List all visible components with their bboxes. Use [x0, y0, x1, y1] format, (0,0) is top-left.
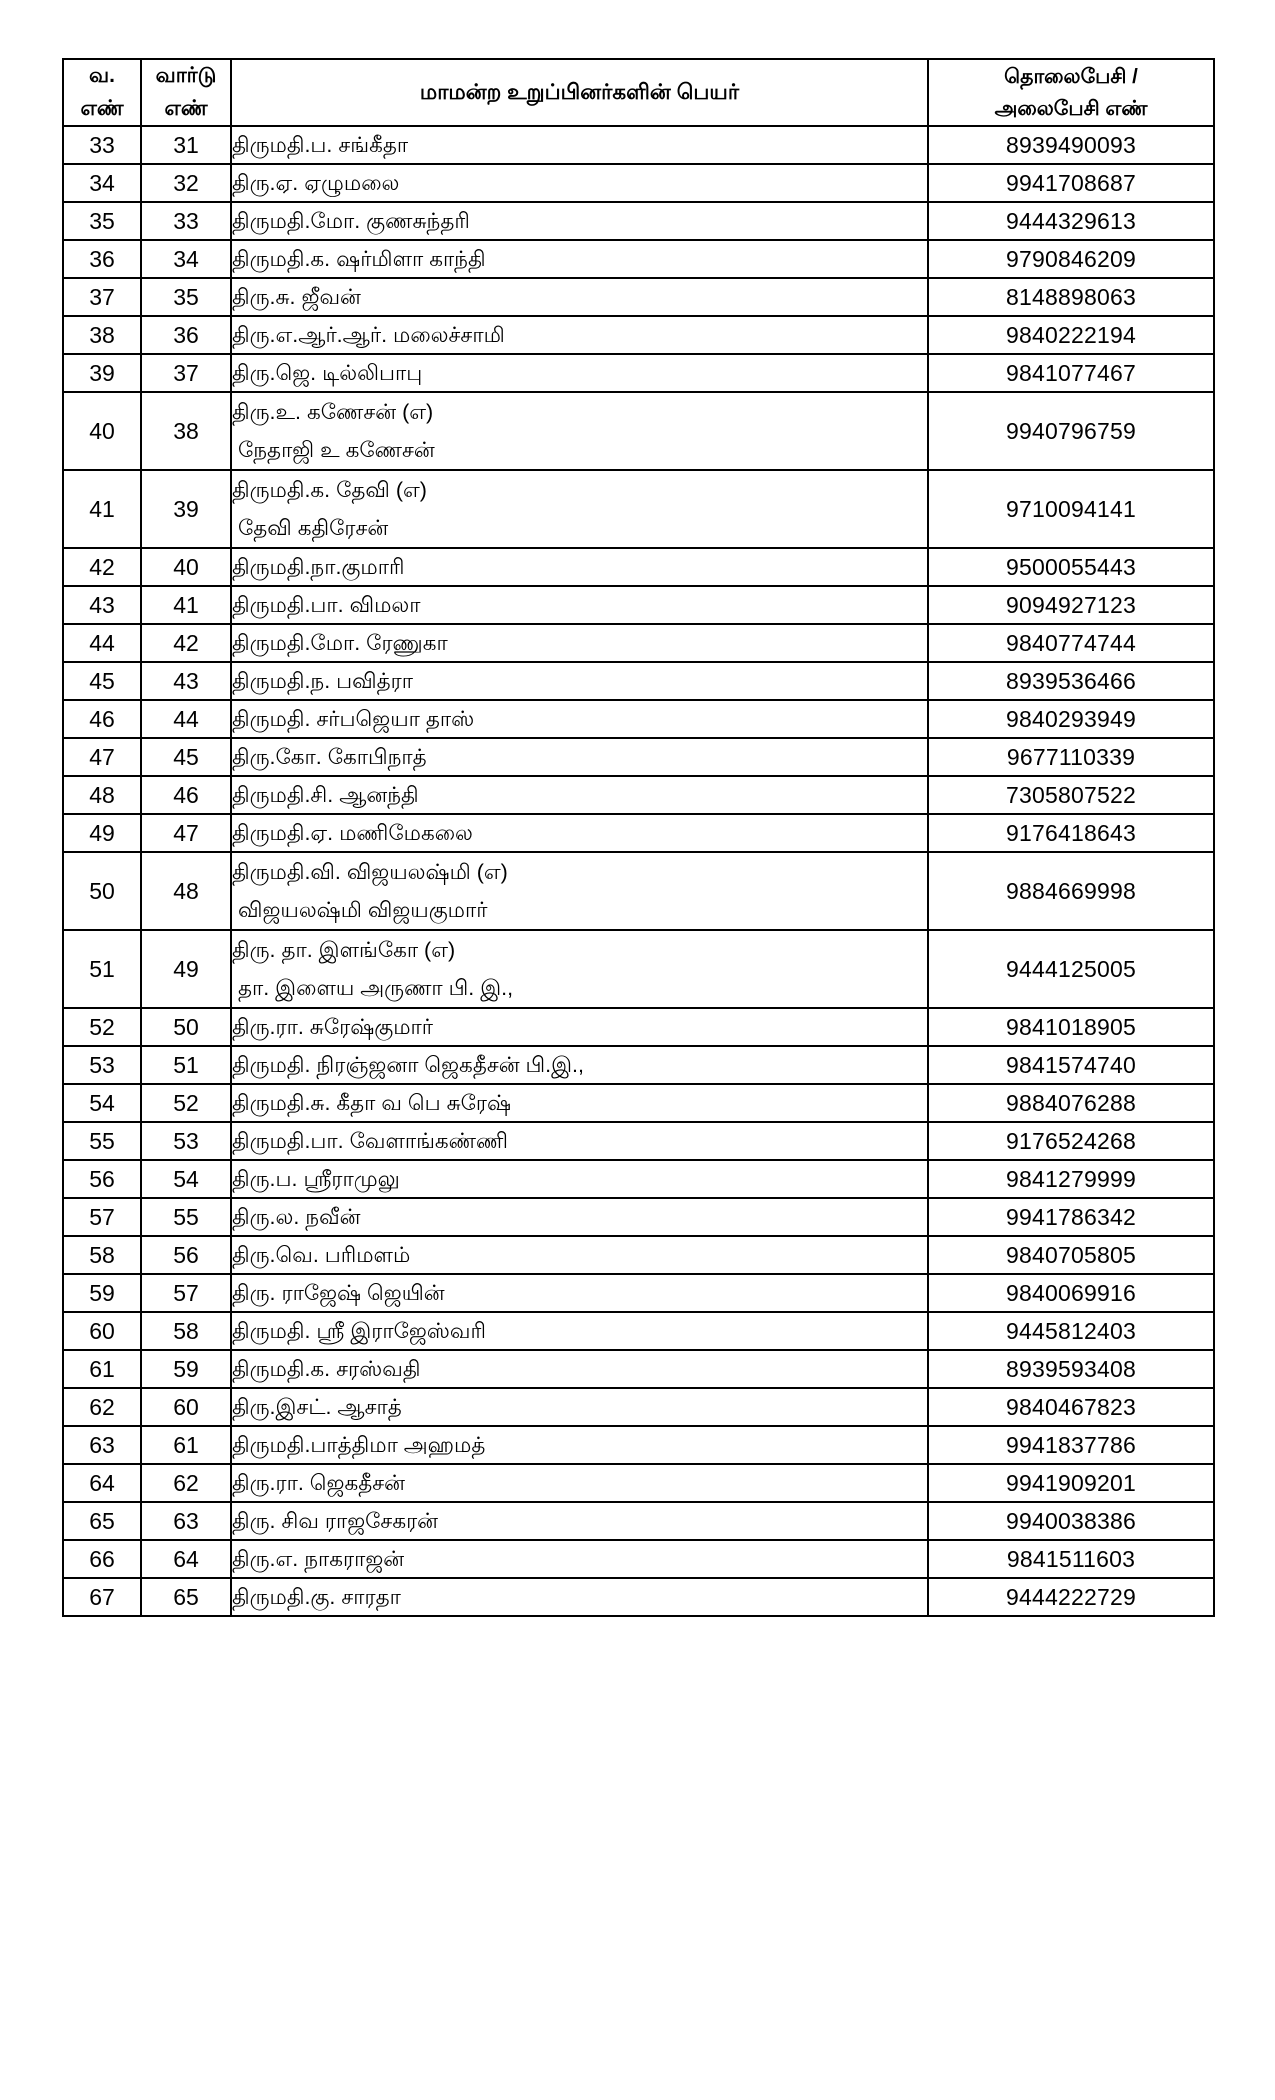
member-name-line1: திருமதி. ஸ்ரீ இராஜேஸ்வரி	[232, 1318, 486, 1343]
cell-member-name	[231, 1236, 928, 1274]
cell-phone-number: 9677110339	[928, 738, 1214, 776]
cell-ward-no: 44	[141, 700, 231, 738]
cell-member-name	[231, 1008, 928, 1046]
cell-serial-no: 48	[63, 776, 141, 814]
table-row	[63, 1540, 1214, 1578]
cell-member-name	[231, 814, 928, 852]
member-name-line1: திரு.ஜெ. டில்லிபாபு	[232, 360, 423, 385]
cell-phone-number: 9841279999	[928, 1160, 1214, 1198]
member-name-line1: திருமதி.பா. விமலா	[232, 592, 421, 617]
cell-member-name	[231, 1464, 928, 1502]
member-name-line1: திருமதி. சர்பஜெயா தாஸ்	[232, 706, 475, 731]
member-name-line1: திருமதி.சி. ஆனந்தி	[232, 782, 419, 807]
cell-phone-number: 9500055443	[928, 548, 1214, 586]
table-row	[63, 1198, 1214, 1236]
cell-serial-no: 61	[63, 1350, 141, 1388]
member-name-line1: திருமதி.மோ. ரேணுகா	[232, 630, 448, 655]
cell-phone-number: 9840467823	[928, 1388, 1214, 1426]
cell-ward-no: 42	[141, 624, 231, 662]
cell-ward-no: 31	[141, 126, 231, 164]
cell-ward-no: 56	[141, 1236, 231, 1274]
cell-serial-no: 54	[63, 1084, 141, 1122]
cell-phone-number: 9840293949	[928, 700, 1214, 738]
cell-phone-number: 9940038386	[928, 1502, 1214, 1540]
cell-serial-no: 52	[63, 1008, 141, 1046]
cell-ward-no: 61	[141, 1426, 231, 1464]
cell-phone-number: 9840705805	[928, 1236, 1214, 1274]
serial-no-header-line2: எண்	[80, 96, 124, 120]
cell-serial-no: 60	[63, 1312, 141, 1350]
member-name-line1: திருமதி.க. சரஸ்வதி	[232, 1356, 421, 1381]
cell-phone-number: 7305807522	[928, 776, 1214, 814]
member-name-line1: திருமதி.கு. சாரதா	[232, 1584, 401, 1609]
cell-phone-number: 9790846209	[928, 240, 1214, 278]
column-header-phone	[928, 59, 1214, 126]
cell-serial-no: 40	[63, 392, 141, 470]
cell-phone-number: 9840069916	[928, 1274, 1214, 1312]
cell-ward-no: 38	[141, 392, 231, 470]
cell-serial-no: 63	[63, 1426, 141, 1464]
cell-member-name	[231, 662, 928, 700]
cell-ward-no: 57	[141, 1274, 231, 1312]
table-row	[63, 1312, 1214, 1350]
cell-serial-no: 58	[63, 1236, 141, 1274]
cell-phone-number: 9884076288	[928, 1084, 1214, 1122]
cell-ward-no: 62	[141, 1464, 231, 1502]
column-header-serial-no	[63, 59, 141, 126]
table-row	[63, 662, 1214, 700]
cell-serial-no: 47	[63, 738, 141, 776]
cell-member-name	[231, 354, 928, 392]
cell-phone-number: 8148898063	[928, 278, 1214, 316]
cell-serial-no: 51	[63, 930, 141, 1008]
cell-ward-no: 37	[141, 354, 231, 392]
table-row	[63, 202, 1214, 240]
table-row	[63, 1274, 1214, 1312]
cell-serial-no: 41	[63, 470, 141, 548]
cell-serial-no: 44	[63, 624, 141, 662]
cell-serial-no: 36	[63, 240, 141, 278]
cell-phone-number: 9941708687	[928, 164, 1214, 202]
member-name-line2: நேதாஜி உ கணேசன்	[238, 438, 435, 463]
table-row	[63, 738, 1214, 776]
cell-member-name	[231, 1122, 928, 1160]
member-name-line1: திரு.ஏ. ஏழுமலை	[232, 170, 400, 195]
cell-ward-no: 32	[141, 164, 231, 202]
cell-member-name	[231, 1274, 928, 1312]
member-name-line1: திரு. ராஜேஷ் ஜெயின்	[232, 1280, 445, 1305]
cell-serial-no: 56	[63, 1160, 141, 1198]
cell-phone-number: 9841574740	[928, 1046, 1214, 1084]
cell-member-name	[231, 1426, 928, 1464]
member-name-line1: திருமதி.ஏ. மணிமேகலை	[232, 820, 473, 845]
cell-member-name	[231, 1046, 928, 1084]
cell-member-name	[231, 240, 928, 278]
phone-header-line2: அலைபேசி எண்	[994, 96, 1148, 120]
cell-serial-no: 39	[63, 354, 141, 392]
phone-header-line1: தொலைபேசி /	[1004, 64, 1138, 88]
member-name-line2: விஜயலஷ்மி விஜயகுமார்	[238, 898, 488, 923]
cell-serial-no: 34	[63, 164, 141, 202]
member-name-line1: திரு.உ. கணேசன் (எ)	[232, 399, 434, 424]
member-name-line1: திருமதி.நா.குமாரி	[232, 554, 405, 579]
cell-serial-no: 57	[63, 1198, 141, 1236]
member-name-line2: தேவி கதிரேசன்	[238, 516, 389, 541]
table-row	[63, 240, 1214, 278]
member-name-line1: திருமதி.சு. கீதா வ பெ சுரேஷ்	[232, 1090, 512, 1115]
member-name-line1: திரு.ல. நவீன்	[232, 1204, 361, 1229]
table-row	[63, 1122, 1214, 1160]
cell-ward-no: 43	[141, 662, 231, 700]
cell-phone-number: 9444222729	[928, 1578, 1214, 1616]
cell-member-name	[231, 1502, 928, 1540]
table-row	[63, 1236, 1214, 1274]
table-row	[63, 1426, 1214, 1464]
member-name-line1: திரு.கோ. கோபிநாத்	[232, 744, 427, 769]
member-name-line1: திருமதி.க. ஷர்மிளா காந்தி	[232, 246, 486, 271]
table-row	[63, 470, 1214, 548]
council-members-table	[62, 58, 1215, 1617]
cell-member-name	[231, 1084, 928, 1122]
member-name-line1: திருமதி.ப. சங்கீதா	[232, 132, 409, 157]
member-name-line1: திருமதி.ந. பவித்ரா	[232, 668, 413, 693]
cell-serial-no: 49	[63, 814, 141, 852]
cell-ward-no: 35	[141, 278, 231, 316]
cell-serial-no: 35	[63, 202, 141, 240]
table-row	[63, 1084, 1214, 1122]
cell-member-name	[231, 164, 928, 202]
cell-member-name	[231, 1350, 928, 1388]
cell-serial-no: 43	[63, 586, 141, 624]
cell-ward-no: 36	[141, 316, 231, 354]
cell-phone-number: 9444329613	[928, 202, 1214, 240]
member-name-line1: திரு.இசட். ஆசாத்	[232, 1394, 402, 1419]
cell-ward-no: 39	[141, 470, 231, 548]
cell-member-name	[231, 202, 928, 240]
column-header-member-name: மாமன்ற உறுப்பினர்களின் பெயர்	[231, 59, 928, 126]
cell-phone-number: 9840774744	[928, 624, 1214, 662]
cell-member-name	[231, 470, 928, 548]
cell-member-name	[231, 1388, 928, 1426]
cell-ward-no: 40	[141, 548, 231, 586]
member-name-line1: திரு.ரா. ஜெகதீசன்	[232, 1470, 405, 1495]
cell-serial-no: 67	[63, 1578, 141, 1616]
cell-ward-no: 49	[141, 930, 231, 1008]
cell-ward-no: 52	[141, 1084, 231, 1122]
table-row	[63, 814, 1214, 852]
member-name-line1: திரு.ரா. சுரேஷ்குமார்	[232, 1014, 434, 1039]
cell-ward-no: 47	[141, 814, 231, 852]
table-row	[63, 624, 1214, 662]
cell-serial-no: 53	[63, 1046, 141, 1084]
cell-ward-no: 65	[141, 1578, 231, 1616]
cell-member-name	[231, 738, 928, 776]
cell-phone-number: 9094927123	[928, 586, 1214, 624]
cell-phone-number: 9841018905	[928, 1008, 1214, 1046]
cell-ward-no: 54	[141, 1160, 231, 1198]
cell-member-name	[231, 278, 928, 316]
cell-member-name	[231, 1312, 928, 1350]
table-row	[63, 392, 1214, 470]
table-row	[63, 776, 1214, 814]
cell-ward-no: 46	[141, 776, 231, 814]
table-row	[63, 548, 1214, 586]
member-name-line1: திரு.ப. ஸ்ரீராமுலு	[232, 1166, 400, 1191]
cell-serial-no: 50	[63, 852, 141, 930]
cell-ward-no: 50	[141, 1008, 231, 1046]
cell-ward-no: 64	[141, 1540, 231, 1578]
table-body	[63, 126, 1214, 1616]
member-name-line1: திரு.வெ. பரிமளம்	[232, 1242, 411, 1267]
table-row	[63, 1578, 1214, 1616]
cell-member-name	[231, 548, 928, 586]
cell-serial-no: 55	[63, 1122, 141, 1160]
table-row	[63, 930, 1214, 1008]
cell-phone-number: 9940796759	[928, 392, 1214, 470]
table-row	[63, 1160, 1214, 1198]
cell-ward-no: 51	[141, 1046, 231, 1084]
serial-no-header-line1: வ.	[89, 64, 115, 87]
cell-member-name	[231, 700, 928, 738]
cell-member-name	[231, 586, 928, 624]
cell-serial-no: 66	[63, 1540, 141, 1578]
cell-ward-no: 63	[141, 1502, 231, 1540]
cell-serial-no: 38	[63, 316, 141, 354]
cell-phone-number: 9941909201	[928, 1464, 1214, 1502]
table-row	[63, 354, 1214, 392]
cell-serial-no: 46	[63, 700, 141, 738]
table-row	[63, 1464, 1214, 1502]
column-header-ward-no	[141, 59, 231, 126]
cell-phone-number: 8939593408	[928, 1350, 1214, 1388]
cell-phone-number: 9710094141	[928, 470, 1214, 548]
member-name-line1: திருமதி.வி. விஜயலஷ்மி (எ)	[232, 859, 508, 884]
cell-phone-number: 9176418643	[928, 814, 1214, 852]
member-name-line1: திரு.எ. நாகராஜன்	[232, 1546, 405, 1571]
cell-member-name	[231, 1578, 928, 1616]
cell-phone-number: 8939536466	[928, 662, 1214, 700]
table-row	[63, 126, 1214, 164]
cell-member-name	[231, 1160, 928, 1198]
cell-serial-no: 42	[63, 548, 141, 586]
member-name-line2: தா. இளைய அருணா பி. இ.,	[238, 976, 514, 1001]
cell-member-name	[231, 930, 928, 1008]
table-row	[63, 852, 1214, 930]
cell-ward-no: 59	[141, 1350, 231, 1388]
table-row	[63, 1046, 1214, 1084]
member-name-line1: திரு. தா. இளங்கோ (எ)	[232, 937, 456, 962]
member-name-line1: திருமதி. நிரஞ்ஜனா ஜெகதீசன் பி.இ.,	[232, 1052, 584, 1077]
member-name-line1: திரு.எ.ஆர்.ஆர். மலைச்சாமி	[232, 322, 505, 347]
ward-no-header-line2: எண்	[164, 96, 208, 120]
table-row	[63, 164, 1214, 202]
cell-member-name	[231, 1540, 928, 1578]
cell-phone-number: 8939490093	[928, 126, 1214, 164]
cell-phone-number: 9941837786	[928, 1426, 1214, 1464]
cell-ward-no: 58	[141, 1312, 231, 1350]
table-row	[63, 1388, 1214, 1426]
cell-phone-number: 9445812403	[928, 1312, 1214, 1350]
cell-serial-no: 65	[63, 1502, 141, 1540]
cell-ward-no: 60	[141, 1388, 231, 1426]
member-name-line1: திருமதி.பா. வேளாங்கண்ணி	[232, 1128, 509, 1153]
cell-phone-number: 9884669998	[928, 852, 1214, 930]
cell-ward-no: 33	[141, 202, 231, 240]
table-row	[63, 1008, 1214, 1046]
table-row	[63, 1502, 1214, 1540]
cell-serial-no: 62	[63, 1388, 141, 1426]
cell-member-name	[231, 624, 928, 662]
header-row	[63, 59, 1214, 126]
member-name-line1: திருமதி.மோ. குணசுந்தரி	[232, 208, 470, 233]
cell-member-name	[231, 852, 928, 930]
cell-phone-number: 9840222194	[928, 316, 1214, 354]
cell-serial-no: 64	[63, 1464, 141, 1502]
table-row	[63, 586, 1214, 624]
table-row	[63, 1350, 1214, 1388]
ward-no-header-line1: வார்டு	[155, 64, 217, 87]
cell-phone-number: 9841077467	[928, 354, 1214, 392]
member-name-line1: திரு. சிவ ராஜசேகரன்	[232, 1508, 439, 1533]
member-name-line1: திரு.சு. ஜீவன்	[232, 284, 361, 309]
cell-member-name	[231, 776, 928, 814]
table-row	[63, 316, 1214, 354]
cell-member-name	[231, 126, 928, 164]
cell-ward-no: 53	[141, 1122, 231, 1160]
cell-member-name	[231, 392, 928, 470]
cell-member-name	[231, 316, 928, 354]
cell-phone-number: 9941786342	[928, 1198, 1214, 1236]
cell-serial-no: 33	[63, 126, 141, 164]
member-name-line1: திருமதி.பாத்திமா அஹமத்	[232, 1432, 486, 1457]
cell-phone-number: 9176524268	[928, 1122, 1214, 1160]
cell-ward-no: 34	[141, 240, 231, 278]
cell-serial-no: 59	[63, 1274, 141, 1312]
cell-serial-no: 45	[63, 662, 141, 700]
cell-ward-no: 41	[141, 586, 231, 624]
cell-member-name	[231, 1198, 928, 1236]
cell-ward-no: 45	[141, 738, 231, 776]
cell-serial-no: 37	[63, 278, 141, 316]
cell-phone-number: 9841511603	[928, 1540, 1214, 1578]
cell-ward-no: 55	[141, 1198, 231, 1236]
table-row	[63, 700, 1214, 738]
member-name-line1: திருமதி.க. தேவி (எ)	[232, 477, 427, 502]
cell-phone-number: 9444125005	[928, 930, 1214, 1008]
table-header	[63, 59, 1214, 126]
table-row	[63, 278, 1214, 316]
cell-ward-no: 48	[141, 852, 231, 930]
